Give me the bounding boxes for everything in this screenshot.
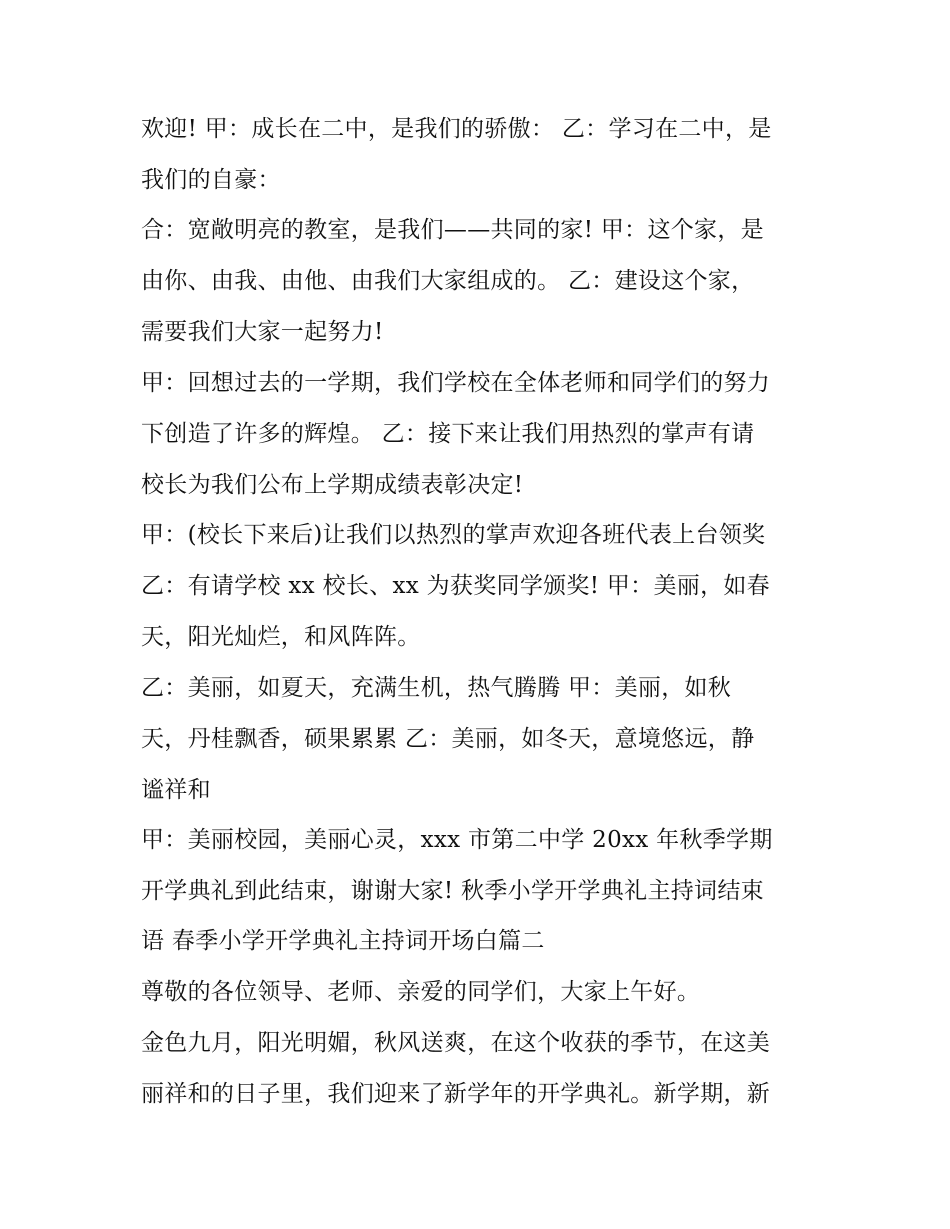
text-line: 乙：有请学校 xx 校长、xx 为获奖同学颁奖! 甲：美丽，如春 [141, 573, 770, 599]
text-line: 谧祥和 [141, 777, 211, 803]
text-line: 语 春季小学开学典礼主持词开场白篇二 [141, 928, 545, 954]
text-line: 欢迎! 甲：成长在二中，是我们的骄傲： 乙：学习在二中，是 [141, 116, 772, 142]
text-line: 甲：(校长下来后)让我们以热烈的掌声欢迎各班代表上台领奖 [141, 522, 766, 548]
text-line: 金色九月，阳光明媚，秋风送爽，在这个收获的季节，在这美 [141, 1030, 771, 1056]
text-line: 下创造了许多的辉煌。 乙：接下来让我们用热烈的掌声有请 [141, 421, 755, 447]
text-line: 天，丹桂飘香，硕果累累 乙：美丽，如冬天，意境悠远，静 [141, 726, 755, 752]
text-line: 甲：美丽校园，美丽心灵，xxx 市第二中学 20xx 年秋季学期 [141, 827, 773, 853]
text-line: 尊敬的各位领导、老师、亲爱的同学们，大家上午好。 [141, 979, 701, 1005]
text-line: 合：宽敞明亮的教室，是我们——共同的家! 甲：这个家，是 [141, 217, 764, 243]
text-line: 丽祥和的日子里，我们迎来了新学年的开学典礼。新学期，新 [141, 1081, 771, 1107]
text-line: 由你、由我、由他、由我们大家组成的。 乙：建设这个家， [141, 268, 755, 294]
text-line: 需要我们大家一起努力! [141, 319, 384, 345]
text-line: 我们的自豪： [141, 167, 281, 193]
text-line: 校长为我们公布上学期成绩表彰决定! [141, 472, 524, 498]
text-line: 开学典礼到此结束，谢谢大家! 秋季小学开学典礼主持词结束 [141, 878, 764, 904]
text-line: 甲：回想过去的一学期，我们学校在全体老师和同学们的努力 [141, 370, 771, 396]
text-line: 天，阳光灿烂，和风阵阵。 [141, 624, 421, 650]
text-line: 乙：美丽，如夏天，充满生机，热气腾腾 甲：美丽，如秋 [141, 675, 732, 701]
